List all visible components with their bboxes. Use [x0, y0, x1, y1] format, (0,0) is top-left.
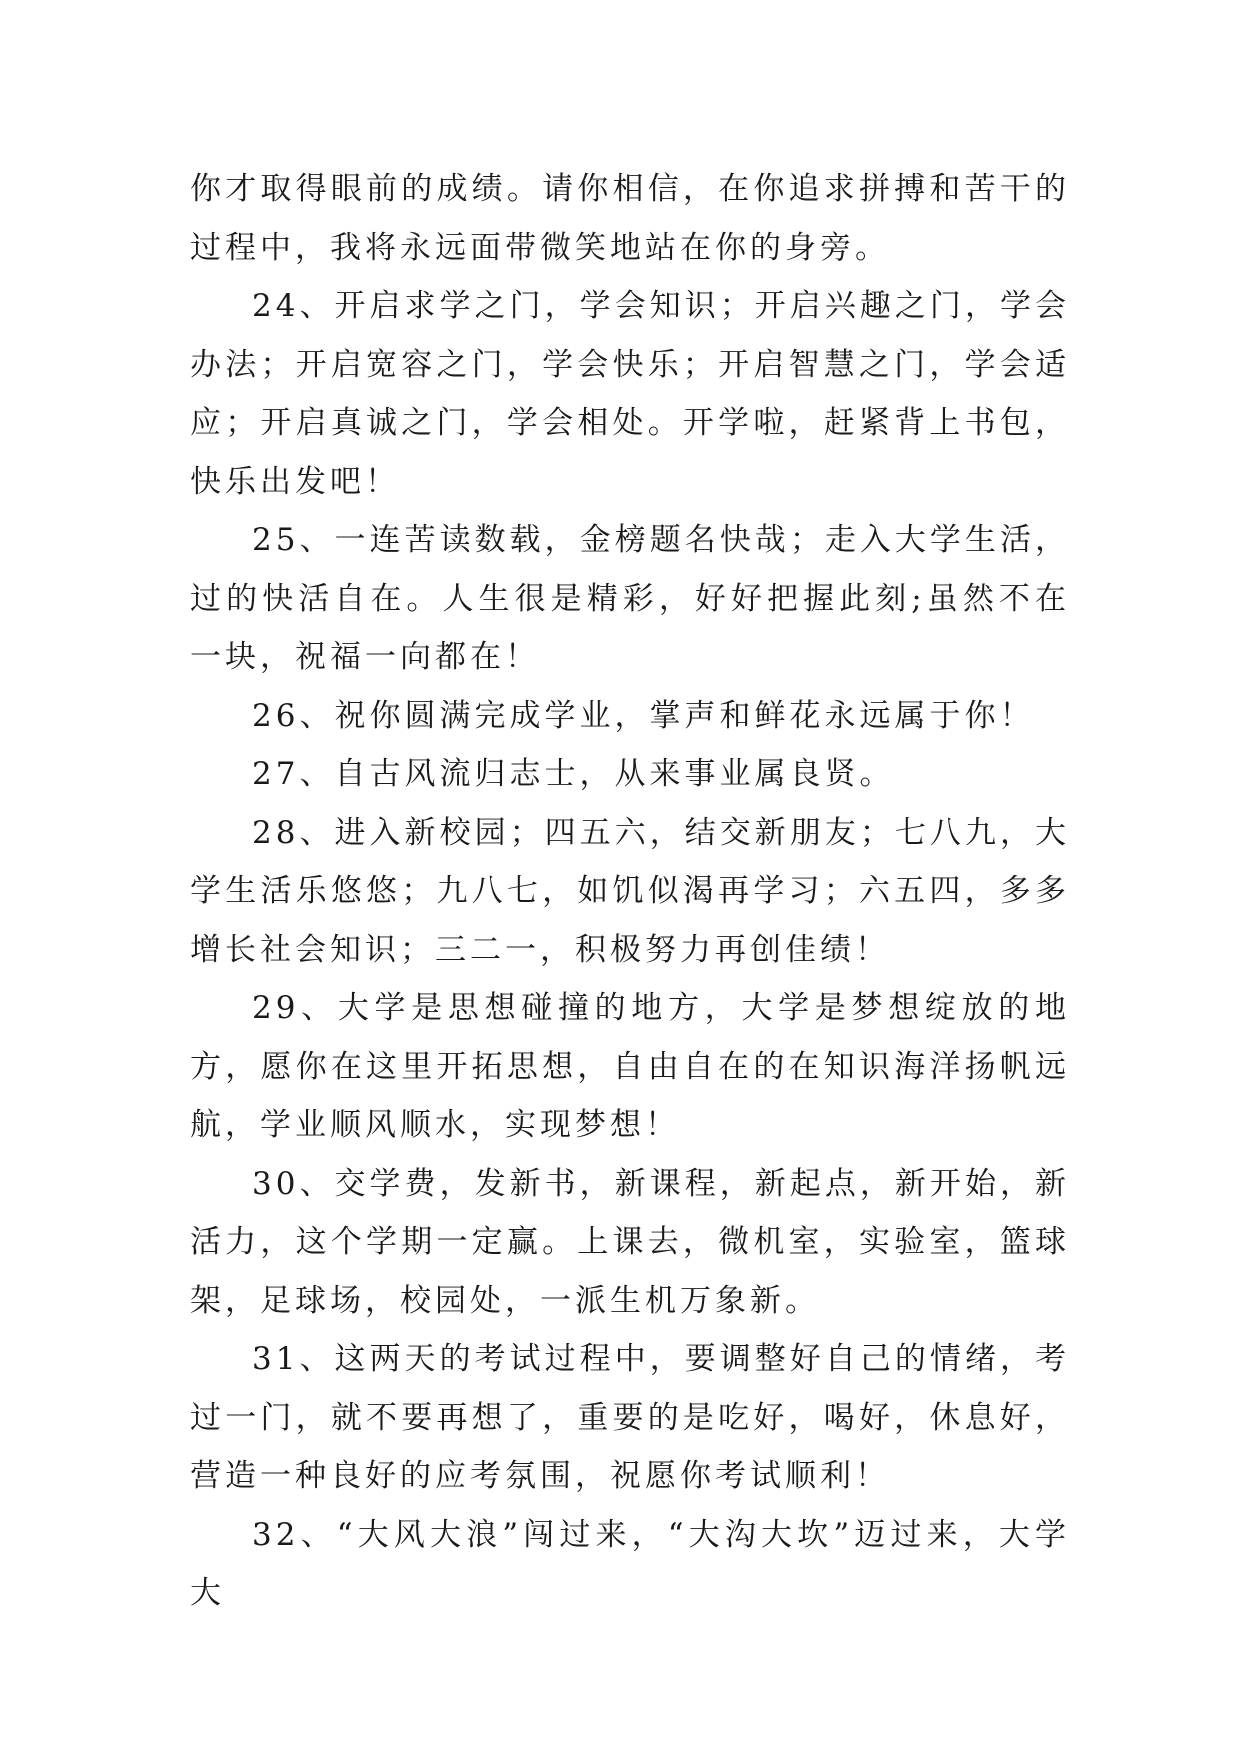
- paragraph-item-31: 31、这两天的考试过程中，要调整好自己的情绪，考过一门，就不要再想了，重要的是吃好，喝好，休息好，营造一种良好的应考氛围，祝愿你考试顺利！: [190, 1341, 1070, 1494]
- document-body: [190, 160, 1070, 1623]
- paragraph-continuation: 你才取得眼前的成绩。请你相信，在你追求拼搏和苦干的过程中，我将永远面带微笑地站在你的身旁。: [190, 171, 1070, 266]
- paragraph-item-27: 27、自古风流归志士，从来事业属良贤。: [252, 756, 895, 792]
- paragraph-item-26: 26、祝你圆满完成学业，掌声和鲜花永远属于你！: [252, 697, 1035, 734]
- paragraph-item-24: 24、开启求学之门，学会知识；开启兴趣之门，学会办法；开启宽容之门，学会快乐；开启智慧之门，学会适应；开启真诚之门，学会相处。开学啦，赶紧背上书包，快乐出发吧！: [190, 288, 1070, 500]
- paragraph-item-28: 28、进入新校园；四五六，结交新朋友；七八九，大学生活乐悠悠；九八七，如饥似渴再学习；六五四，多多增长社会知识；三二一，积极努力再创佳绩！: [190, 814, 1070, 968]
- paragraph-item-25: 25、一连苦读数载，金榜题名快哉；走入大学生活，过的快活自在。人生很是精彩，好好把握此刻;虽然不在一块，祝福一向都在！: [190, 522, 1070, 675]
- paragraph-item-29: 29、大学是思想碰撞的地方，大学是梦想绽放的地方，愿你在这里开拓思想，自由自在的在知识海洋扬帆远航，学业顺风顺水，实现梦想！: [190, 990, 1070, 1143]
- paragraph-item-32: 32、“大风大浪”闯过来，“大沟大坎”迈过来，大学大: [190, 1516, 1070, 1611]
- paragraph-item-30: 30、交学费，发新书，新课程，新起点，新开始，新活力，这个学期一定赢。上课去，微机室，实验室，篮球架，足球场，校园处，一派生机万象新。: [190, 1165, 1070, 1319]
